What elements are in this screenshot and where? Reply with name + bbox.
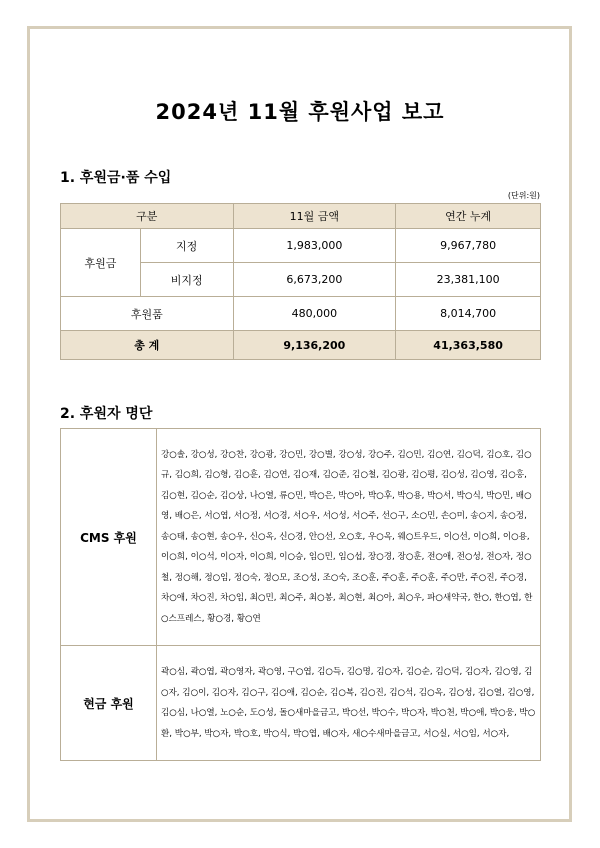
header-annual: 연간 누계 xyxy=(396,204,541,229)
table-row-goods xyxy=(61,297,541,331)
income-table-header xyxy=(61,204,541,229)
row-monthly: 6,673,200 xyxy=(233,263,396,297)
cms-names: 강○솔, 강○성, 강○찬, 강○광, 강○민, 강○별, 강○성, 강○주, 김○민, 김○연, 김○덕, 김○호, 김○규, 김○희, 김○형, 김○훈, 김○연, 김○재, 김○준, 김○철, 김○광, 김○평, 김○성, 김○영, 김○홍, 김○현, 김○순, 김○상, 나○열, 류○민, 박○은, 박○아, 박○후, 박○용, 박○서, 박○식, 박○민, 배○영, 배○은, 서○엽, 서○정, 서○경, 서○우, 서○성, 서○주, 선○구, 소○민, 손○미, 송○지, 송○정, 송○태, 송○현, 송○우, 신○옥, 신○경, 안○선, 오○호, 우○옥, 웨○트우드, 이○선, 이○희, 이○용, 이○희, 이○석, 이○자, 이○희, 이○승, 임○민, 임○섭, 장○경, 장○훈, 전○애, 전○성, 전○자, 정○철, 정○해, 정○임, 정○숙, 정○모, 조○성, 조○숙, 조○훈, 주○훈, 주○훈, 주○만, 주○진, 주○경, 차○애, 차○진, 차○임, 최○민, 최○주, 최○봉, 최○현, 최○아, 최○우, 파○새약국, 한○, 한○엽, 한○스프레스, 황○경, 황○연 xyxy=(157,429,541,646)
total-annual: 41,363,580 xyxy=(396,331,541,360)
table-row xyxy=(61,229,541,263)
cash-row xyxy=(61,646,541,761)
total-label: 총 계 xyxy=(61,331,234,360)
row-label: 비지정 xyxy=(140,263,233,297)
total-monthly: 9,136,200 xyxy=(233,331,396,360)
page-title: 2024년 11월 후원사업 보고 xyxy=(155,100,445,124)
cash-names: 곽○심, 곽○엽, 곽○영자, 곽○영, 구○엽, 김○득, 김○명, 김○자, 김○순, 김○덕, 김○자, 김○영, 김○자, 김○이, 김○자, 김○구, 김○애, 김○순, 김○복, 김○진, 김○석, 김○옥, 김○성, 김○열, 김○영, 김○심, 나○열, 노○순, 도○성, 돌○새마을금고, 박○선, 박○수, 박○자, 박○천, 박○애, 박○웅, 박○환, 박○부, 박○자, 박○호, 박○식, 박○엽, 배○자, 새○수새마을금고, 서○실, 서○임, 서○자, xyxy=(157,646,541,761)
row-annual: 9,967,780 xyxy=(396,229,541,263)
goods-label: 후원품 xyxy=(61,297,234,331)
group-label-donation: 후원금 xyxy=(61,229,141,297)
unit-label: (단위:원) xyxy=(507,191,540,200)
header-monthly: 11월 금액 xyxy=(233,204,396,229)
section1-heading: 1. 후원금·품 수입 xyxy=(60,170,172,186)
donor-table xyxy=(60,428,541,761)
cash-label: 현금 후원 xyxy=(61,646,157,761)
section2-heading: 2. 후원자 명단 xyxy=(60,406,153,422)
goods-annual: 8,014,700 xyxy=(396,297,541,331)
row-label: 지정 xyxy=(140,229,233,263)
cms-row xyxy=(61,429,541,646)
header-category: 구분 xyxy=(61,204,234,229)
table-row-total xyxy=(61,331,541,360)
row-monthly: 1,983,000 xyxy=(233,229,396,263)
cms-label: CMS 후원 xyxy=(61,429,157,646)
row-annual: 23,381,100 xyxy=(396,263,541,297)
income-table xyxy=(60,203,541,360)
goods-monthly: 480,000 xyxy=(233,297,396,331)
